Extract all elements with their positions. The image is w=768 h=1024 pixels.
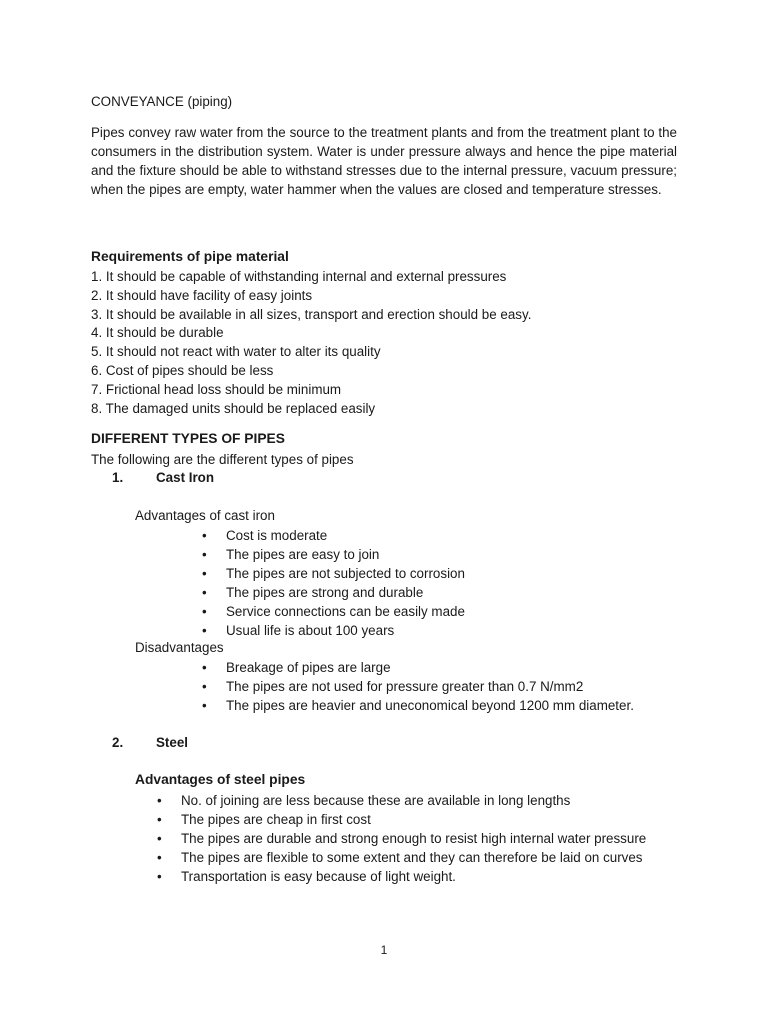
cast-iron-disadvantages-list [202,659,634,716]
steel-advantages-heading: Advantages of steel pipes [135,772,306,787]
list-item: • Usual life is about 100 years [226,622,465,641]
bullet-icon: • [202,678,207,694]
intro-paragraph: Pipes convey raw water from the source to the treatment plants and from the treatment plant to the consumers in the distribution system. Water is under pressure always and hence the pipe material and the fixture should be able to withstand stresses due to the internal pressure, vacuum pressure; when the pipes are empty, water hammer when the values are closed and temperature stresses. [91,125,677,197]
cast-iron-advantages-label: Advantages of cast iron [135,508,275,523]
page-number: 1 [380,943,388,957]
bullet-icon: • [202,528,207,543]
section-title: Cast Iron [156,470,215,485]
list-item: • The pipes are heavier and uneconomical beyond 1200 mm diameter. [226,697,634,716]
bullet-icon: • [157,849,162,865]
requirement-item: 4. It should be durable [91,325,224,341]
requirements-list [91,268,531,418]
bullet-icon: • [157,868,162,884]
bullet-icon: • [202,603,207,619]
section-number: 1. [112,470,124,485]
cast-iron-heading [112,470,214,485]
requirement-item: 5. It should not react with water to alter its quality [91,344,381,360]
bullet-icon: • [202,565,207,581]
list-item: • The pipes are easy to join [226,546,465,565]
document-title: CONVEYANCE (piping) [91,94,233,109]
pipe-types-intro: The following are the different types of pipes [91,452,354,467]
cast-iron-disadvantages-label: Disadvantages [135,640,224,655]
section-title: Steel [156,735,189,750]
requirement-item: 2. It should have facility of easy joints [91,287,313,303]
requirement-item: 7. Frictional head loss should be minimum [91,381,342,397]
list-item: • The pipes are strong and durable [226,584,465,603]
steel-heading [112,735,188,750]
list-item: • Cost is moderate [226,527,465,546]
bullet-icon: • [157,830,162,846]
requirement-item: 8. The damaged units should be replaced easily [91,400,376,416]
section-number: 2. [112,735,124,750]
list-item: • The pipes are flexible to some extent and they can therefore be laid on curves [181,849,646,868]
list-item: • Breakage of pipes are large [226,659,634,678]
bullet-icon: • [157,793,162,808]
bullet-icon: • [202,622,207,638]
bullet-icon: • [202,697,207,713]
list-item: • The pipes are not used for pressure greater than 0.7 N/mm2 [226,678,634,697]
list-item: • The pipes are cheap in first cost [181,811,646,830]
list-item: • The pipes are durable and strong enough to resist high internal water pressure [181,830,646,849]
list-item: • No. of joining are less because these are available in long lengths [181,792,646,811]
pipe-types-heading: DIFFERENT TYPES OF PIPES [91,431,285,446]
requirement-item: 6. Cost of pipes should be less [91,362,274,378]
bullet-icon: • [157,811,162,827]
list-item: • Service connections can be easily made [226,603,465,622]
bullet-icon: • [202,546,207,562]
bullet-icon: • [202,660,207,675]
cast-iron-advantages-list [202,527,465,640]
steel-advantages-list [157,792,647,887]
list-item: • The pipes are not subjected to corrosion [226,565,465,584]
requirement-item: 3. It should be available in all sizes, transport and erection should be easy. [91,306,532,322]
list-item: • Transportation is easy because of light weight. [181,868,646,887]
requirement-item: 1. It should be capable of withstanding internal and external pressures [91,269,507,284]
requirements-heading: Requirements of pipe material [91,249,289,264]
bullet-icon: • [202,584,207,600]
